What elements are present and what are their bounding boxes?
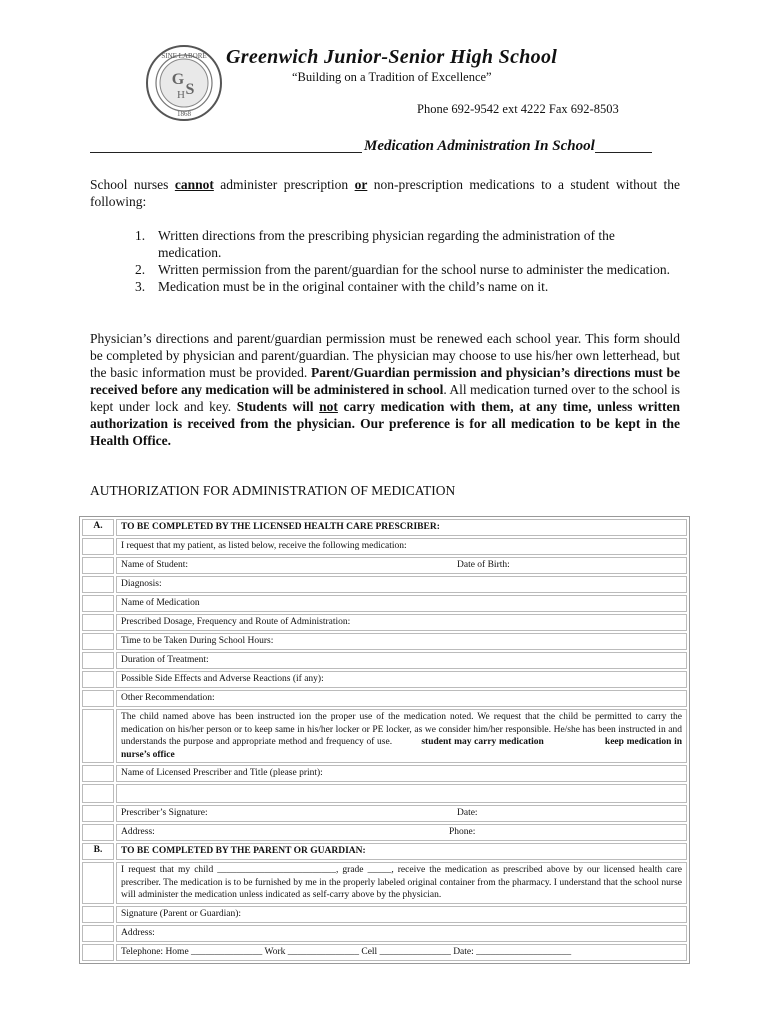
svg-text:H: H (177, 89, 185, 101)
phone-fax-line: Phone 692-9542 ext 4222 Fax 692-8503 (417, 102, 619, 116)
authorization-heading: AUTHORIZATION FOR ADMINISTRATION OF MEDICATION (90, 483, 456, 498)
section-a-label: A. (82, 519, 114, 536)
student-name-field[interactable]: Name of Student: Date of Birth: (116, 557, 687, 574)
svg-text:1868: 1868 (177, 110, 191, 118)
dosage-field[interactable]: Prescribed Dosage, Frequency and Route of Administration: (116, 614, 687, 631)
date-of-birth-label: Date of Birth: (457, 560, 510, 570)
document-title: Medication Administration In School (364, 138, 595, 154)
parent-telephone-field[interactable]: Telephone: Home _______________ Work _______________ Cell _______________ Date: ____________________ (116, 944, 687, 961)
parent-consent-text[interactable]: I request that my child _________________________, grade _____, receive the medication as prescribed above by our licensed health care prescriber. The medication is to be furnished by me in the properly labeled original container from the pharmacy. I understand that the school nurse will administer the medication unless indicated as self-carry above by the physician. (116, 862, 687, 904)
prescriber-request-text: I request that my patient, as listed below, receive the following medication: (116, 538, 687, 555)
prescriber-phone-label: Phone: (449, 827, 476, 837)
diagnosis-field[interactable]: Diagnosis: (116, 576, 687, 593)
school-name: Greenwich Junior-Senior High School (226, 46, 558, 68)
svg-text:S: S (185, 81, 195, 98)
intro-paragraph: School nurses cannot administer prescription or non-prescription medications to a student without the following: (90, 177, 680, 209)
other-recommendation-field[interactable]: Other Recommendation: (116, 690, 687, 707)
duration-field[interactable]: Duration of Treatment: (116, 652, 687, 669)
emphasis-cannot: cannot (174, 177, 214, 192)
prescriber-signature-field[interactable]: Prescriber’s Signature: Date: (116, 805, 687, 822)
signature-date-label: Date: (457, 808, 478, 818)
requirements-list (135, 227, 680, 295)
option-keep-in-nurse-office[interactable]: keep medication in nurse’s office (121, 737, 683, 760)
time-field[interactable]: Time to be Taken During School Hours: (116, 633, 687, 650)
side-effects-field[interactable]: Possible Side Effects and Adverse Reactions (if any): (116, 671, 687, 688)
prescriber-name-field[interactable]: Name of Licensed Prescriber and Title (please print): (116, 765, 687, 782)
medication-name-field[interactable]: Name of Medication (116, 595, 687, 612)
policy-paragraph: Physician’s directions and parent/guardian permission must be renewed each school year. This form should be completed by physician and parent/guardian. The physician may choose to use his/her own letterhead, but the basic information must be provided. Parent/Guardian permission and physician’s directions must be received before any medication will be administered in school. All medication turned over to the school is kept under lock and key. Students will not carry medication with them, at any time, unless written authorization is received from the physician. Our preference is for all medication to be kept in the Health Office. (90, 331, 680, 448)
section-b-heading: TO BE COMPLETED BY THE PARENT OR GUARDIAN: (116, 843, 687, 860)
emphasis-not: not (319, 399, 338, 414)
parent-address-field[interactable]: Address: (116, 925, 687, 942)
school-motto: “Building on a Tradition of Excellence” (292, 70, 492, 84)
blank-row[interactable] (116, 784, 687, 803)
list-item: 2. Written permission from the parent/guardian for the school nurse to administer the medication. (135, 262, 670, 277)
list-item: 3. Medication must be in the original container with the child’s name on it. (135, 279, 549, 294)
school-seal-logo (145, 44, 223, 122)
svg-text:G: G (171, 71, 185, 88)
prescriber-address-field[interactable]: Address: Phone: (116, 824, 687, 841)
emphasis-or: or (354, 177, 368, 192)
section-a-heading: TO BE COMPLETED BY THE LICENSED HEALTH CARE PRESCRIBER: (116, 519, 687, 536)
authorization-form (79, 516, 690, 964)
parent-signature-field[interactable]: Signature (Parent or Guardian): (116, 906, 687, 923)
option-student-may-carry[interactable]: student may carry medication (421, 737, 544, 747)
self-carry-authorization: The child named above has been instructed ion the proper use of the medication noted. We request that the child be permitted to carry the medication on his/her person or to keep same in his/her locker or PE locker, as we consider him/her responsible. He/she has been instructed in and understands the purpose and appropriate method and frequency of use. student may carry medication keep medication in nurse’s office (116, 709, 687, 763)
svg-text:SINE LABORE: SINE LABORE (161, 52, 207, 60)
section-b-label: B. (82, 843, 114, 860)
list-item: 1. Written directions from the prescribing physician regarding the administration of the medication. (135, 228, 615, 260)
